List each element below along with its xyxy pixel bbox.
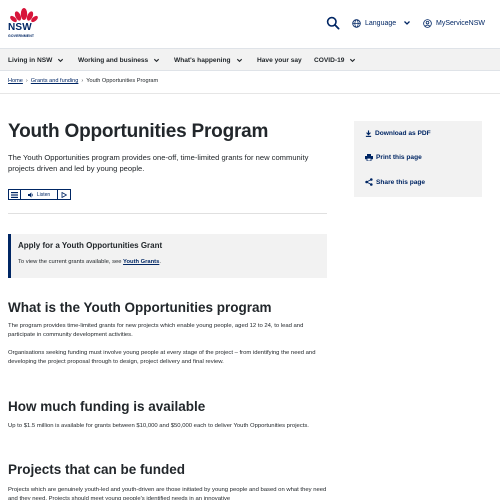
- breadcrumb-current: Youth Opportunities Program: [86, 78, 159, 84]
- search-icon: [326, 16, 340, 30]
- share-icon: [365, 178, 373, 186]
- youth-grants-link[interactable]: Youth Grants: [123, 259, 160, 265]
- nsw-government-logo[interactable]: [0, 0, 48, 46]
- main-navigation: [0, 48, 500, 71]
- nav-item-label: Living in NSW: [8, 57, 53, 64]
- chevron-down-icon: [57, 57, 64, 64]
- logo-subtext: GOVERNMENT: [8, 34, 35, 38]
- breadcrumb: [8, 78, 158, 84]
- language-label: Language: [365, 19, 397, 27]
- language-selector[interactable]: [352, 16, 411, 30]
- nav-item-label: COVID-19: [314, 57, 345, 64]
- chevron-right-icon: ›: [81, 78, 84, 84]
- nav-item-covid-19[interactable]: [314, 49, 356, 72]
- callout-body-text: To view the current grants available, see: [18, 259, 124, 265]
- user-icon: [423, 19, 432, 28]
- section-heading: What is the Youth Opportunities program: [8, 300, 272, 315]
- nav-item-whats-happening[interactable]: [174, 49, 243, 72]
- listen-player: [8, 189, 71, 200]
- listen-button[interactable]: [21, 190, 58, 199]
- callout-title: Apply for a Youth Opportunities Grant: [18, 241, 163, 250]
- section-heading: Projects that can be funded: [8, 462, 186, 477]
- listen-menu-button[interactable]: [9, 190, 21, 199]
- divider: [8, 213, 327, 214]
- nav-item-label: What's happening: [174, 57, 231, 64]
- section-paragraph: The program provides time-limited grants for new projects which enable young people, aged 12 to 24, to lead and participate in community development activities.: [8, 323, 304, 338]
- download-pdf-button[interactable]: [365, 130, 431, 137]
- breadcrumb-link-home[interactable]: Home: [8, 78, 23, 84]
- section-paragraph: Organisations seeking funding must involve young people at every stage of the project – from identifying the need and developing the project proposal through to design, project delivery and final review.: [8, 350, 316, 365]
- print-page-button[interactable]: [365, 154, 422, 161]
- myservicensw-label: MyServiceNSW: [436, 19, 486, 27]
- chevron-down-icon: [403, 19, 411, 27]
- nav-item-living-in-nsw[interactable]: [8, 49, 64, 72]
- chevron-down-icon: [349, 57, 356, 64]
- listen-label: Listen: [36, 191, 51, 198]
- apply-callout: [8, 234, 327, 278]
- download-icon: [365, 130, 372, 137]
- page-title: Youth Opportunities Program: [8, 121, 269, 142]
- chevron-down-icon: [236, 57, 243, 64]
- share-page-label: Share this page: [376, 178, 426, 186]
- globe-icon: [352, 19, 361, 28]
- menu-icon: [11, 192, 18, 198]
- nav-item-label: Working and business: [78, 57, 149, 64]
- site-header: [0, 0, 500, 48]
- page-intro: The Youth Opportunities program provides one-off, time-limited grants for new community projects driven and led by young people.: [8, 153, 309, 173]
- printer-icon: [365, 154, 373, 161]
- callout-body-suffix: .: [159, 259, 161, 265]
- section-heading: How much funding is available: [8, 399, 206, 414]
- share-page-button[interactable]: [365, 178, 425, 186]
- speaker-icon: [28, 192, 34, 198]
- chevron-right-icon: ›: [25, 78, 28, 84]
- play-button[interactable]: [58, 190, 70, 199]
- page-actions-sidebar: [354, 121, 482, 197]
- section-paragraph: Up to $1.5 million is available for grants between $10,000 and $50,000 each to deliver Youth Opportunities projects.: [8, 423, 309, 429]
- nav-item-have-your-say[interactable]: [257, 49, 302, 72]
- nav-item-label: Have your say: [257, 57, 302, 64]
- chevron-down-icon: [153, 57, 160, 64]
- section-paragraph: Projects which are genuinely youth-led and youth-driven are those initiated by young people and based on what they need and they need. Projects should meet young people's identified needs in an innovative: [8, 487, 327, 500]
- callout-body: [18, 259, 161, 265]
- search-button[interactable]: [326, 16, 340, 30]
- play-icon: [61, 192, 67, 198]
- nav-item-working-and-business[interactable]: [78, 49, 160, 72]
- divider: [0, 93, 500, 94]
- print-page-label: Print this page: [376, 154, 422, 161]
- download-pdf-label: Download as PDF: [375, 130, 431, 137]
- myservicensw-link[interactable]: [423, 16, 485, 30]
- breadcrumb-link-grants[interactable]: Grants and funding: [30, 78, 79, 84]
- logo-text: NSW: [8, 22, 32, 33]
